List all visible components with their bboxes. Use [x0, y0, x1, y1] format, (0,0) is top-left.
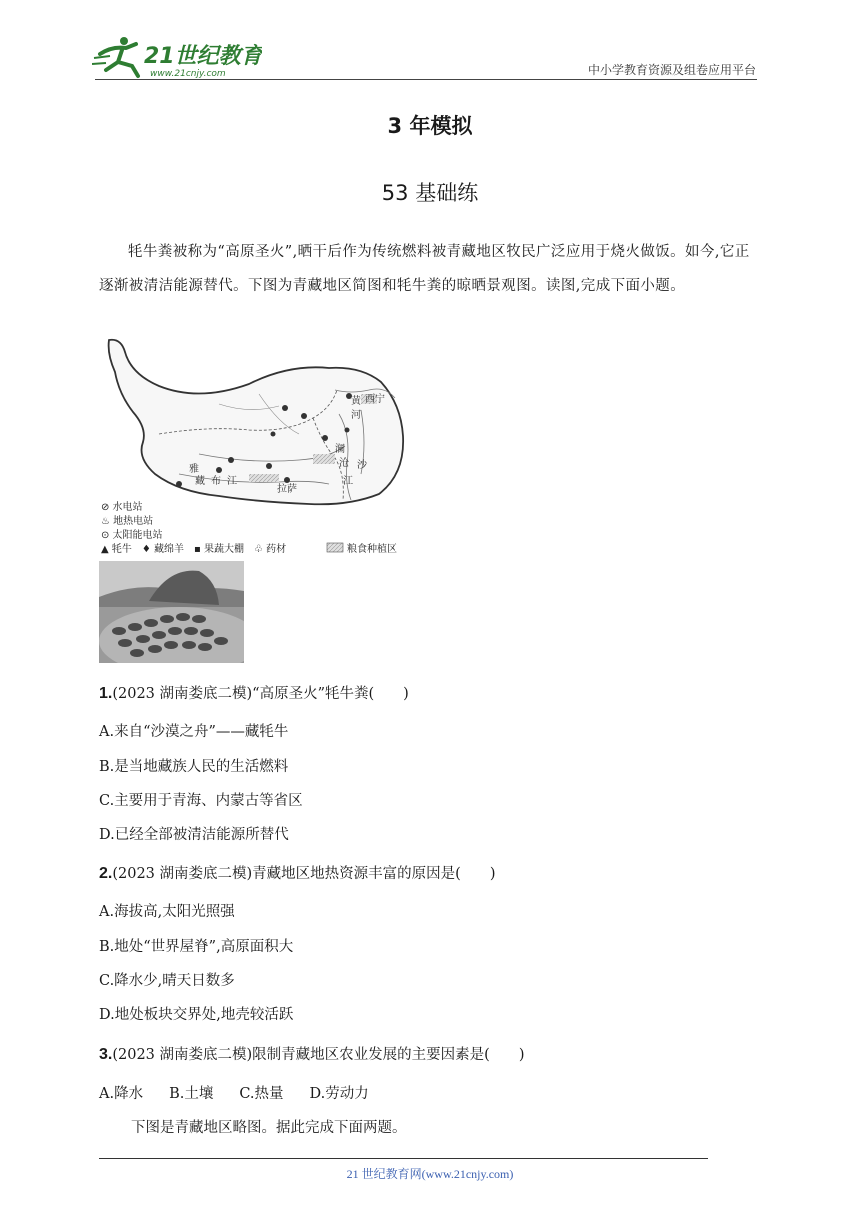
svg-text:沙: 沙: [357, 460, 367, 471]
svg-text:沧: 沧: [339, 458, 349, 469]
q2-option-c: C.降水少,晴天日数多: [99, 973, 235, 989]
svg-text:⊘ 水电站: ⊘ 水电站: [101, 502, 143, 513]
q1-option-b: B.是当地藏族人民的生活燃料: [99, 759, 289, 775]
qinghai-tibet-map: [99, 334, 419, 554]
q1-option-a: A.来自“沙漠之舟”——藏牦牛: [99, 724, 289, 740]
q2-option-b: B.地处“世界屋脊”,高原面积大: [99, 939, 294, 955]
q1-option-d: D.已经全部被清洁能源所替代: [99, 827, 289, 843]
q3-options: [99, 1082, 395, 1103]
q3-option-b: B.土壤: [169, 1086, 214, 1102]
site-logo: [92, 34, 262, 80]
page-subtitle: 53 基础练: [381, 181, 479, 205]
logo-text: 21世纪教育: [144, 44, 262, 69]
svg-text:江: 江: [343, 476, 353, 487]
logo-url-text: www.21cnjy.com: [150, 69, 226, 79]
q3-option-a: A.降水: [99, 1086, 144, 1102]
footer-divider: [99, 1158, 708, 1159]
question-3-stem: 3.(2023 湖南娄底二模)限制青藏地区农业发展的主要因素是( ): [99, 1046, 525, 1063]
svg-text:藏: 藏: [195, 476, 205, 487]
q1-option-c: C.主要用于青海、内蒙古等省区: [99, 793, 303, 809]
question-1-stem: 1.(2023 湖南娄底二模)“高原圣火”牦牛粪( ): [99, 685, 409, 702]
svg-text:拉萨: 拉萨: [277, 484, 297, 495]
footer-link[interactable]: 21 世纪教育网(www.21cnjy.com): [346, 1167, 514, 1181]
page-title: 3 年模拟: [387, 114, 473, 138]
svg-text:澜: 澜: [335, 444, 345, 455]
svg-text:西宁: 西宁: [365, 394, 385, 405]
q2-option-a: A.海拔高,太阳光照强: [99, 904, 235, 920]
svg-text:布: 布: [211, 476, 221, 487]
svg-text:黄: 黄: [351, 396, 361, 407]
svg-text:♨ 地热电站: ♨ 地热电站: [101, 516, 154, 527]
svg-text:河: 河: [351, 410, 361, 421]
q3-option-d: D.劳动力: [309, 1086, 369, 1102]
q3-option-c: C.热量: [239, 1086, 284, 1102]
svg-text:▲ 牦牛 ♦ 藏绵羊 ▪ 果蔬大棚 ♧ 药材: ▲ 牦牛 ♦ 藏绵羊 ▪ 果蔬大棚 ♧ 药材: [101, 544, 287, 554]
question-2-stem: 2.(2023 湖南娄底二模)青藏地区地热资源丰富的原因是( ): [99, 865, 496, 882]
header-divider: [95, 79, 757, 80]
svg-text:粮食种植区: 粮食种植区: [347, 544, 397, 554]
closing-instruction: 下图是青藏地区略图。据此完成下面两题。: [131, 1120, 407, 1136]
yak-dung-drying-photo: [99, 561, 244, 663]
svg-text:江: 江: [227, 476, 237, 487]
svg-text:雅: 雅: [189, 464, 199, 475]
intro-paragraph: 牦牛粪被称为“高原圣火”,晒干后作为传统燃料被青藏地区牧民广泛应用于烧火做饭。如今,它正逐渐被清洁能源替代。下图为青藏地区简图和牦牛粪的晾晒景观图。读图,完成下面小题。: [99, 244, 750, 294]
q2-option-d: D.地处板块交界处,地壳较活跃: [99, 1007, 294, 1023]
svg-text:⊙ 太阳能电站: ⊙ 太阳能电站: [101, 530, 163, 541]
platform-name: 中小学教育资源及组卷应用平台: [587, 63, 756, 77]
